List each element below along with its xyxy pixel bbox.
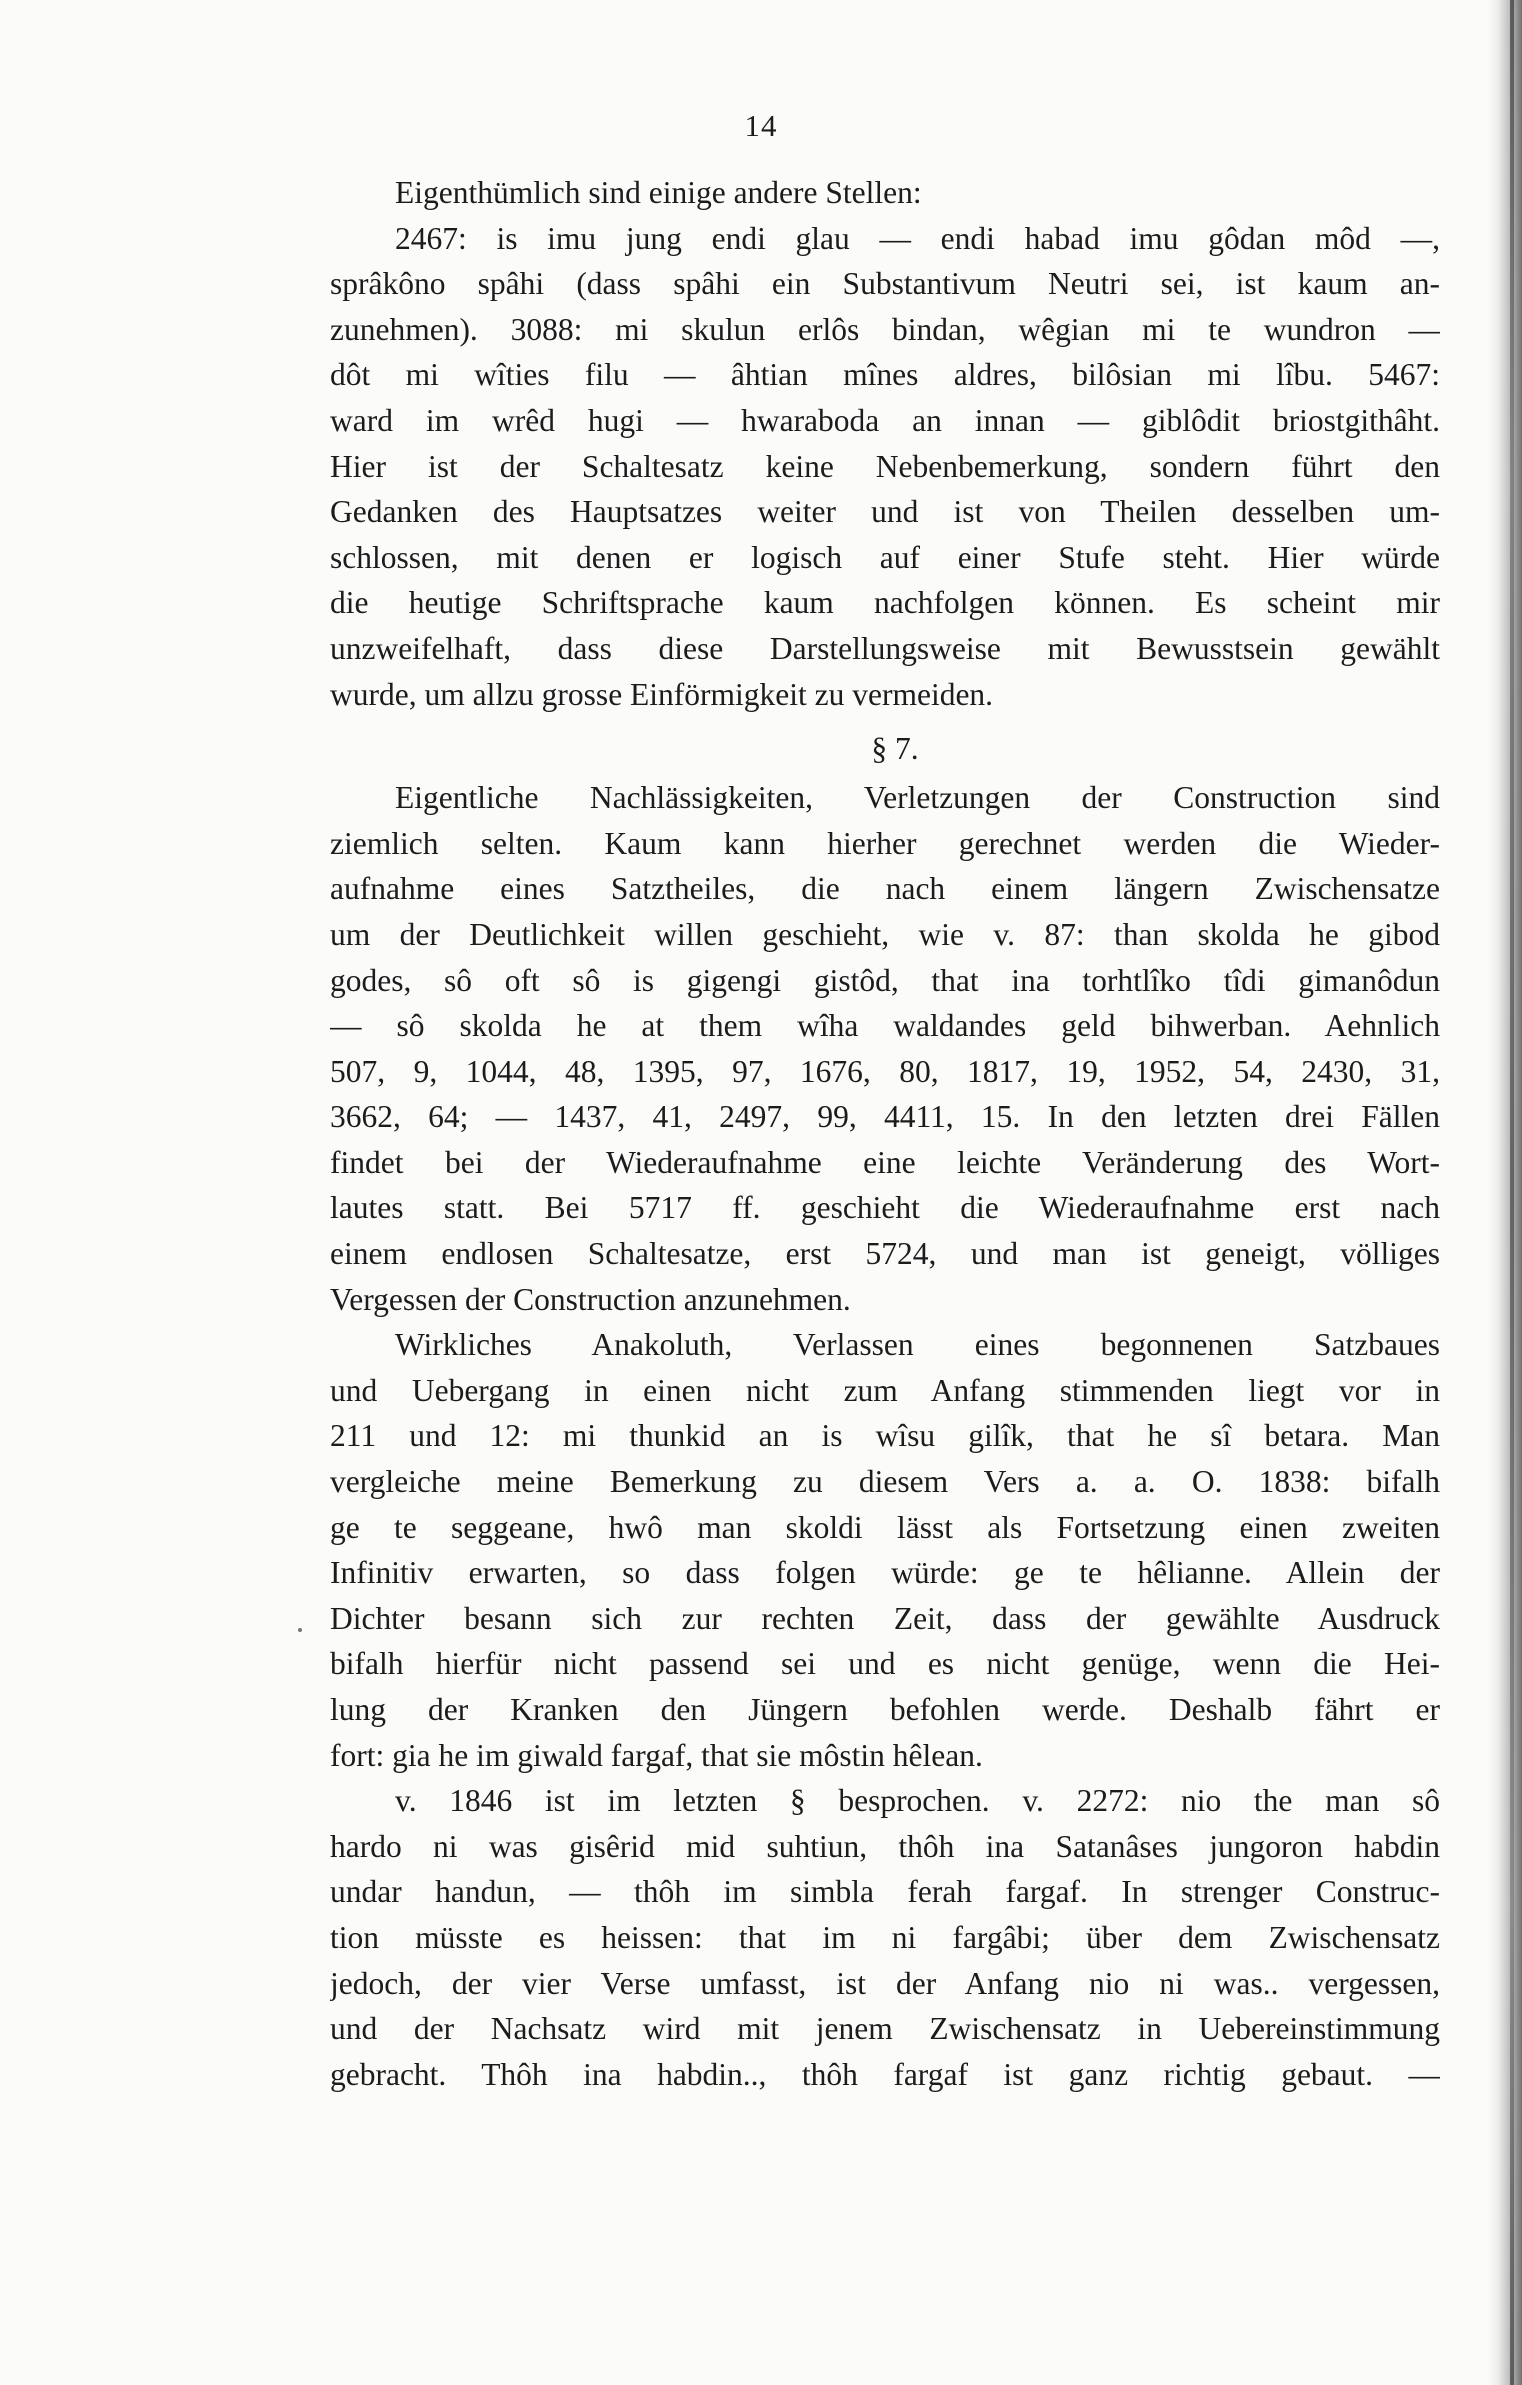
text-line: sprâkôno spâhi (dass spâhi ein Substantivum Neutri sei, ist kaum an- (330, 266, 1440, 302)
text-line: vergleiche meine Bemerkung zu diesem Vers a. a. O. 1838: bifalh (330, 1464, 1440, 1500)
text-line: 2467: is imu jung endi glau — endi habad imu gôdan môd —, (395, 220, 1440, 256)
text-line: 507, 9, 1044, 48, 1395, 97, 1676, 80, 1817, 19, 1952, 54, 2430, 31, (330, 1053, 1440, 1089)
section-heading: § 7. (871, 731, 919, 767)
binding-edge (1510, 0, 1514, 2385)
text-line: lung der Kranken den Jüngern befohlen werde. Deshalb fährt er (330, 1692, 1440, 1727)
text-line: und Uebergang in einen nicht zum Anfang stimmenden liegt vor in (330, 1372, 1440, 1408)
text-line: tion müsste es heissen: that im ni fargâbi; über dem Zwischensatz (330, 1919, 1440, 1955)
text-line: undar handun, — thôh im simbla ferah fargaf. In strenger Construc- (330, 1874, 1440, 1910)
text-line: Dichter besann sich zur rechten Zeit, dass der gewählte Ausdruck (330, 1600, 1440, 1636)
text-line: bifalh hierfür nicht passend sei und es nicht genüge, wenn die Hei- (330, 1646, 1440, 1682)
text-line: unzweifelhaft, dass diese Darstellungsweise mit Bewusstsein gewählt (330, 630, 1440, 666)
text-line: aufnahme eines Satztheiles, die nach einem längern Zwischensatze (330, 871, 1440, 907)
text-line: Infinitiv erwarten, so dass folgen würde: ge te hêlianne. Allein der (330, 1555, 1440, 1591)
text-line: zunehmen). 3088: mi skulun erlôs bindan, wêgian mi te wundron — (330, 311, 1440, 347)
text-line: 3662, 64; — 1437, 41, 2497, 99, 4411, 15. In den letzten drei Fällen (330, 1099, 1440, 1135)
margin-speck (298, 1628, 302, 1632)
body-text (330, 170, 1440, 2097)
text-line: und der Nachsatz wird mit jenem Zwischensatz in Uebereinstimmung (330, 2011, 1440, 2047)
text-line: wurde, um allzu grosse Einförmigkeit zu vermeiden. (330, 676, 994, 712)
text-line: — sô skolda he at them wîha waldandes geld bihwerban. Aehnlich (330, 1008, 1440, 1044)
text-line: schlossen, mit denen er logisch auf einer Stufe steht. Hier würde (330, 539, 1440, 575)
text-line: dôt mi wîties filu — âhtian mînes aldres, bilôsian mi lîbu. 5467: (330, 357, 1440, 393)
text-line: ward im wrêd hugi — hwaraboda an innan — giblôdit briostgithâht. (330, 402, 1440, 438)
text-line: Eigenthümlich sind einige andere Stellen: (395, 175, 922, 210)
text-line: jedoch, der vier Verse umfasst, ist der Anfang nio ni was.. vergessen, (330, 1965, 1440, 2001)
page-edge-shadow (1488, 0, 1522, 2385)
text-line: Wirkliches Anakoluth, Verlassen eines begonnenen Satzbaues (395, 1327, 1440, 1363)
text-line: ziemlich selten. Kaum kann hierher gerechnet werden die Wieder- (330, 825, 1440, 861)
text-line: lautes statt. Bei 5717 ff. geschieht die Wiederaufnahme erst nach (330, 1190, 1440, 1226)
text-line: Hier ist der Schaltesatz keine Nebenbemerkung, sondern führt den (330, 448, 1440, 484)
text-line: 211 und 12: mi thunkid an is wîsu gilîk, that he sî betara. Man (330, 1418, 1440, 1454)
text-line: fort: gia he im giwald fargaf, that sie môstin hêlean. (330, 1737, 983, 1773)
text-line: Gedanken des Hauptsatzes weiter und ist von Theilen desselben um- (330, 494, 1440, 530)
text-line: gebracht. Thôh ina habdin.., thôh fargaf ist ganz richtig gebaut. — (330, 2056, 1440, 2092)
text-line: um der Deutlichkeit willen geschieht, wie v. 87: than skolda he gibod (330, 916, 1440, 952)
text-line: einem endlosen Schaltesatze, erst 5724, und man ist geneigt, völliges (330, 1236, 1440, 1272)
text-line: godes, sô oft sô is gigengi gistôd, that ina torhtlîko tîdi gimanôdun (330, 962, 1440, 998)
text-line: Vergessen der Construction anzunehmen. (330, 1281, 851, 1317)
text-line: ge te seggeane, hwô man skoldi lässt als Fortsetzung einen zweiten (330, 1509, 1440, 1545)
page-number: 14 (744, 108, 778, 143)
text-line: hardo ni was gisêrid mid suhtiun, thôh ina Satanâses jungoron habdin (330, 1828, 1440, 1864)
text-line: die heutige Schriftsprache kaum nachfolgen können. Es scheint mir (330, 585, 1440, 621)
text-line: Eigentliche Nachlässigkeiten, Verletzungen der Construction sind (395, 780, 1440, 816)
text-line: v. 1846 ist im letzten § besprochen. v. 2272: nio the man sô (395, 1783, 1440, 1819)
text-line: findet bei der Wiederaufnahme eine leichte Veränderung des Wort- (330, 1144, 1440, 1180)
